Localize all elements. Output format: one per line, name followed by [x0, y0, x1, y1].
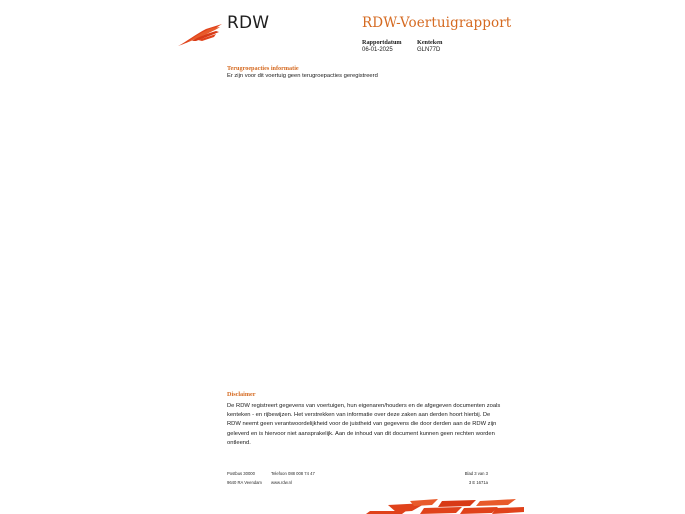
- footer-postbus: Postbus 30000: [227, 471, 255, 476]
- plate-label: Kenteken: [417, 39, 443, 46]
- footer-website[interactable]: www.rdw.nl: [271, 480, 292, 485]
- footer-address: 9640 RA Veendam: [227, 480, 262, 485]
- footer-code: 3 E 1671a: [468, 480, 488, 485]
- recall-section-text: Er zijn voor dit voertuig geen terugroepacties geregistreerd: [227, 73, 378, 79]
- recall-section-title: Terugroepacties informatie: [227, 65, 299, 72]
- disclaimer-line: ontleend.: [227, 439, 251, 446]
- plate-value: GLN77D: [417, 47, 441, 53]
- disclaimer-title: Disclaimer: [227, 391, 256, 398]
- disclaimer-line: RDW neemt geen verantwoordelijkheid voor de juistheid van gegevens die door derden aan de RDW zijn: [227, 421, 497, 428]
- disclaimer-line: kenteken - en rijbewijzen. Het verstrekken van informatie over deze zaken aan derden hoort hierbij. De: [227, 412, 491, 419]
- rdw-stripes-icon: [366, 499, 524, 514]
- report-date-value: 06-01-2025: [362, 47, 393, 53]
- rdw-wing-logo-icon: [176, 20, 224, 48]
- disclaimer-body: [227, 402, 500, 448]
- footer-page-number: Blad 3 van 3: [464, 471, 488, 476]
- disclaimer-line: De RDW registreert gegevens van voertuigen, hun eigenaren/houders en de afgegeven documenten zoals: [227, 403, 501, 409]
- document-title: RDW-Voertuigrapport: [362, 15, 512, 31]
- report-date-label: Rapportdatum: [362, 39, 402, 46]
- logo-text: RDW: [227, 13, 270, 33]
- disclaimer-line: geleverd en is hiervoor niet aansprakelijk. Aan de inhoud van dit document kunnen geen rechten worden: [227, 430, 495, 437]
- footer-phone: Telefoon 088 008 74 47: [271, 471, 315, 476]
